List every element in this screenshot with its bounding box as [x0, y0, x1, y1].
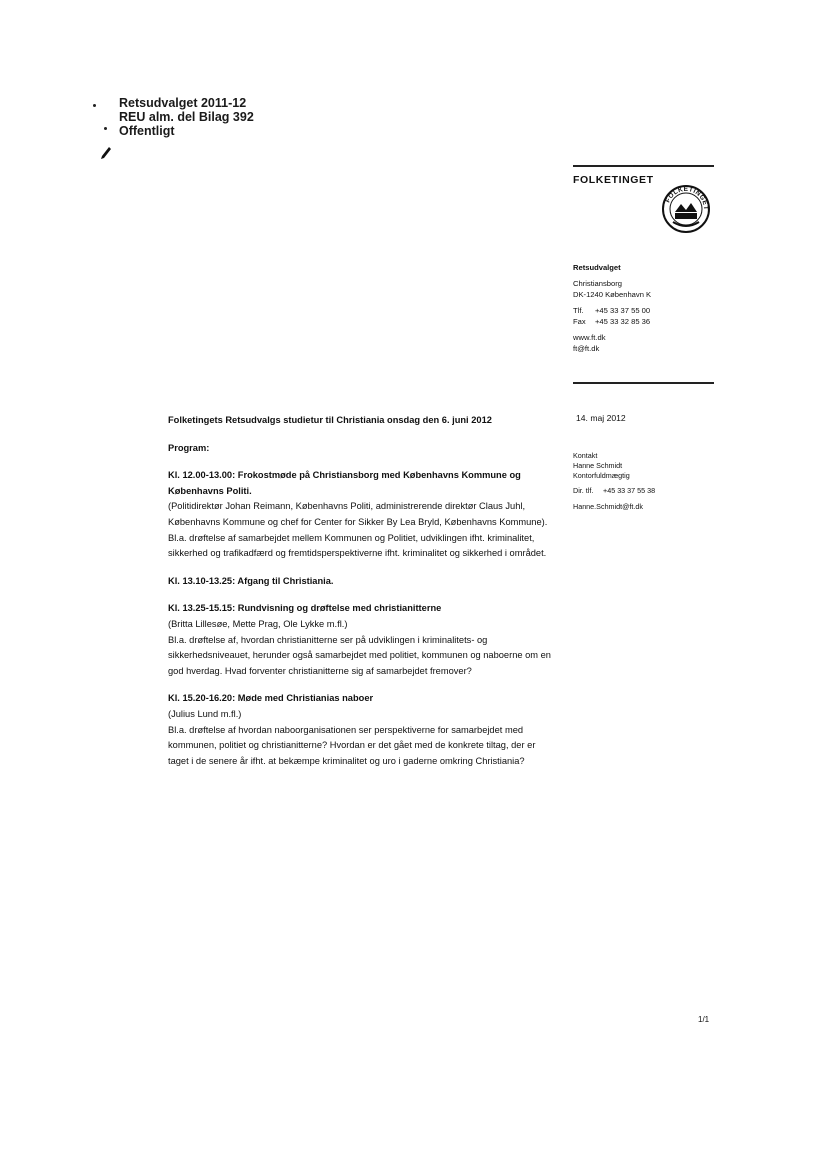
program-section — [168, 691, 558, 769]
section-text: Bl.a. drøftelse af hvordan naboorganisationen ser perspektiverne for samarbejdet med kommunen, politiet og christianitterne? Hvordan er det gået med de konkrete tiltag, der er taget i de senere år ifht. at bekæmpe kriminalitet og uro i gaderne omkring Christiania? — [168, 724, 536, 766]
section-text: Bl.a. drøftelse af samarbejdet mellem Kommunen og Politiet, udviklingen ifht. kriminalitet, sikkerhed og trafikadfærd og fremtidsperspektiverne ifht. kriminalitet og sikkerhed i området. — [168, 532, 547, 559]
street: Christiansborg — [573, 279, 622, 288]
email: ft@ft.dk — [573, 344, 600, 353]
contact-label: Kontakt — [573, 451, 598, 460]
program-label: Program: — [168, 442, 210, 453]
contact-email: Hanne.Schmidt@ft.dk — [573, 502, 644, 512]
letter-title: Folketingets Retsudvalgs studietur til Christiania onsdag den 6. juni 2012 — [168, 415, 492, 425]
stamp-line-2: REU alm. del Bilag 392 — [119, 110, 254, 124]
page-number: 1/1 — [698, 1015, 710, 1024]
contact-name: Hanne Schmidt — [573, 460, 623, 470]
section-text: (Politidirektør Johan Reimann, Københavns Politi, administrerende direktør Claus Juhl, Københavns Kommune og chef for Center for Sikker By Lea Bryld, Københavns Kommune). — [168, 501, 548, 527]
scan-dot — [93, 104, 96, 107]
org-name: FOLKETINGET — [573, 174, 654, 186]
section-heading: Kl. 12.00-13.00: Frokostmøde på Christiansborg med Københavns Kommune og Københavns Politi. — [168, 470, 521, 496]
letterhead-bottom-rule — [573, 382, 714, 384]
letterhead-top-rule — [573, 165, 714, 167]
contact-title: Kontorfuldmægtig — [573, 470, 630, 480]
letter-body — [168, 413, 558, 769]
program-section — [168, 574, 558, 590]
scan-dot — [104, 127, 107, 130]
pen-mark-icon — [100, 146, 112, 160]
website: www.ft.dk — [573, 333, 606, 342]
city: DK-1240 København K — [573, 290, 652, 299]
parliament-seal-icon — [661, 184, 711, 234]
program-section — [168, 468, 558, 562]
section-heading: Kl. 15.20-16.20: Møde med Christianias naboer — [168, 693, 374, 704]
seal-text: FOLKETINGET — [664, 185, 710, 211]
section-heading: Kl. 13.10-13.25: Afgang til Christiania. — [168, 575, 334, 586]
contact-phone: +45 33 37 55 38 — [603, 486, 656, 496]
committee-name: Retsudvalget — [573, 263, 621, 272]
contact-phone-row — [573, 486, 723, 496]
section-text: Bl.a. drøftelse af, hvordan christianitterne ser på udviklingen i kriminalitets- og sikkerhedsniveauet, herunder også samarbejdet med politiet, kommunen og naboerne om en god hverdag. Hvad forventer christianitterne sig af samarbejdet fremover? — [168, 634, 551, 676]
fax-number: +45 33 32 85 36 — [595, 317, 651, 326]
stamp-line-1: Retsudvalget 2011-12 — [119, 96, 247, 110]
section-text: (Julius Lund m.fl.) — [168, 708, 242, 719]
contact-phone-label: Dir. tlf. — [573, 486, 594, 496]
phone-number: +45 33 37 55 00 — [595, 306, 651, 315]
svg-text:FOLKETINGET — [664, 186, 709, 210]
phone-label: Tlf. — [573, 306, 584, 315]
fax-label: Fax — [573, 317, 586, 326]
section-heading: Kl. 13.25-15.15: Rundvisning og drøftelse med christianitterne — [168, 603, 442, 614]
section-text: (Britta Lillesøe, Mette Prag, Ole Lykke m.fl.) — [168, 618, 348, 629]
letter-date: 14. maj 2012 — [576, 413, 626, 423]
archive-stamp — [119, 96, 254, 138]
program-section — [168, 601, 558, 679]
contact-block — [573, 451, 723, 512]
phone-row — [573, 305, 723, 316]
fax-row — [573, 316, 723, 327]
stamp-line-3: Offentligt — [119, 124, 175, 138]
sender-address — [573, 262, 723, 354]
